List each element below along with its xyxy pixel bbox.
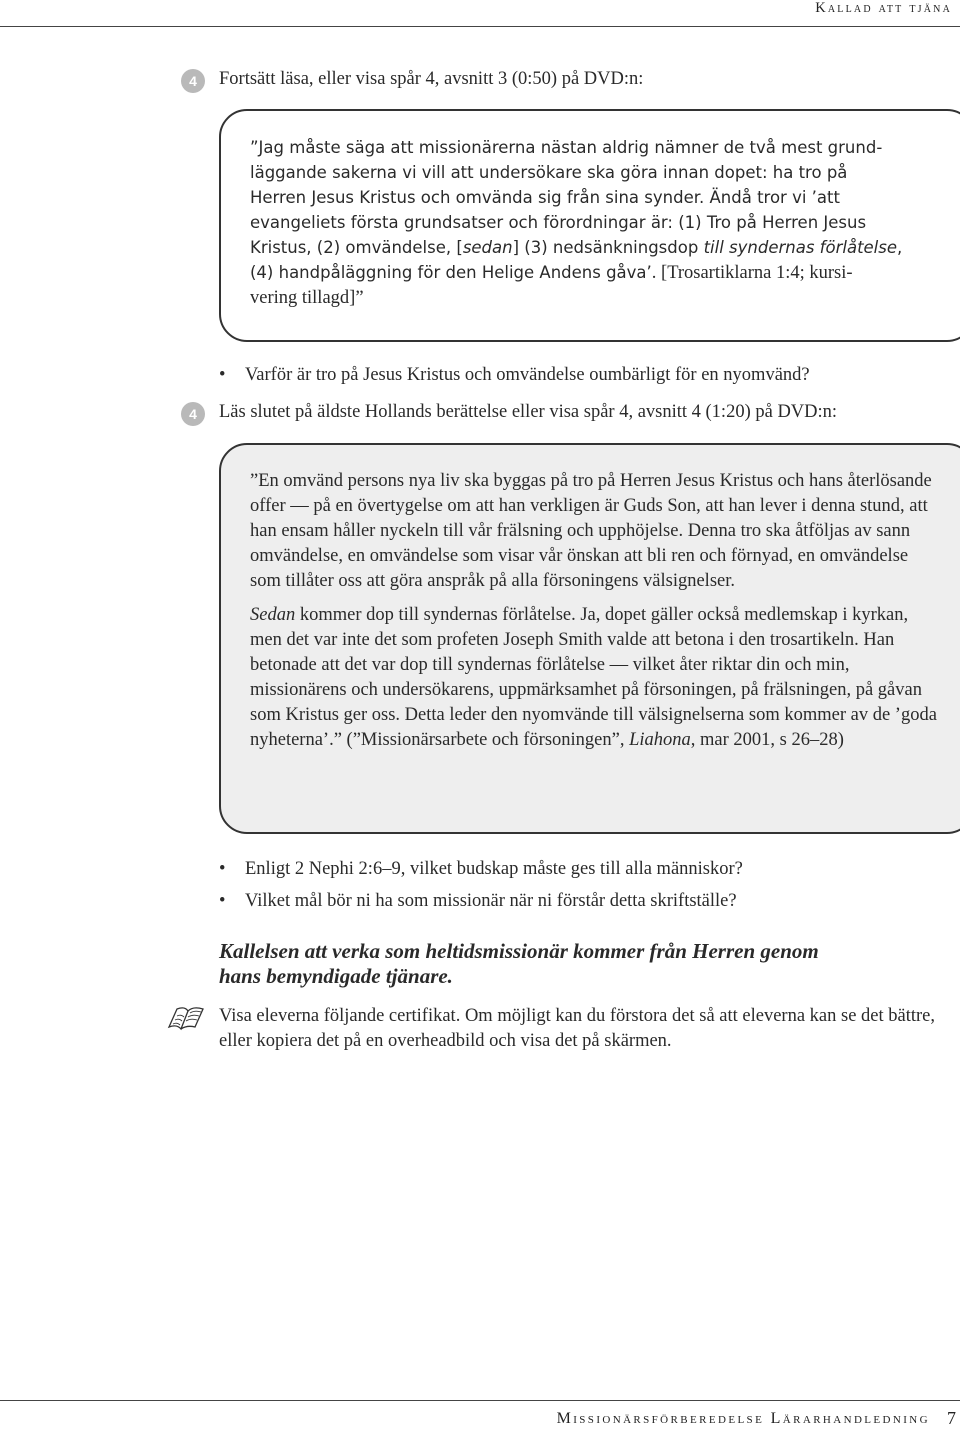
quote-2-span: kommer dop till syndernas förlåtelse. Ja, dopet gäller också medlemskap i kyrkan, men det var inte det som profeten Joseph Smith valde att betona i den trosartikeln. Han betonade att det var dop till syndernas förlåtelse — vilket åter riktar din och min, missionärens och undersökarens, uppmärksamhet på försoningen, på frälsningen, på gåvan som Kristus ger oss. Detta leder den nyomvände till välsignelserna som kommer av de ’goda nyheterna’.” (”Missionärsarbete och försoningen”, (250, 605, 937, 750)
quote-2-span: , mar 2001, s 26–28) (690, 730, 844, 750)
quote-2-paragraph: ”En omvänd persons nya liv ska byggas på tro på Herren Jesus Kristus och hans återlösande offer — på en övertygelse om att han verkligen är Guds Son, att han lever i denna stund, att han ensam håller nyckeln till vår frälsning och upphöjelse. Denna tro ska åtföljas av sann omvändelse, en omvändelse som visar vår önskan att bli ren och förnyad, en omvändelse som tillåter oss att göra anspråk på alla försoningens välsignelser. (250, 471, 932, 591)
quote-1-span: , (897, 238, 903, 257)
quote-1-line (250, 185, 940, 210)
quote-1-emphasis: sedan (462, 238, 513, 257)
quote-box-2 (219, 443, 960, 834)
video-marker-icon: 4 (181, 402, 205, 426)
quote-2-emphasis: Liahona (629, 730, 691, 750)
bullet-dot: • (219, 859, 226, 879)
quote-1-line (250, 235, 940, 260)
section-heading (219, 939, 939, 989)
quote-1-line: vering tillagd]” (250, 288, 364, 308)
running-header: Kallad att tjäna (815, 0, 952, 16)
bullet-dot: • (219, 891, 226, 911)
quote-2-paragraph (250, 603, 940, 753)
bullet-text: Varför är tro på Jesus Kristus och omvändelse oumbärligt för en nyomvänd? (245, 365, 810, 385)
bullet-dot: • (219, 365, 226, 385)
quote-1-emphasis: till syndernas förlåtelse (703, 238, 898, 257)
quote-2-emphasis: Sedan (250, 605, 296, 625)
quote-1-span: Herren Jesus Kristus och omvända sig från sina synder. (250, 188, 705, 207)
teacher-instruction: Visa eleverna följande certifikat. Om möjligt kan du förstora det så att eleverna kan se det bättre, eller kopiera det på en overheadbild och visa det på skärmen. (219, 1006, 935, 1051)
quote-1-span: ] (3) nedsänkningsdop (512, 238, 704, 257)
video-marker-icon: 4 (181, 69, 205, 93)
bullet-text: Enligt 2 Nephi 2:6–9, vilket budskap måste ges till alla människor? (245, 859, 743, 879)
section-heading-line: hans bemyndigade tjänare. (219, 964, 453, 988)
quote-1-text (250, 135, 940, 311)
header-rule (0, 26, 960, 27)
page-number: 7 (947, 1408, 956, 1428)
quote-1-line: ”Jag måste säga att missionärerna nästan aldrig nämner de två mest grund- (250, 138, 883, 157)
section-heading-line: Kallelsen att verka som heltidsmissionär kommer från Herren genom (219, 939, 819, 963)
running-footer: Missionärsförberedelse Lärarhandledning (556, 1410, 930, 1427)
quote-1-span: (4) handpåläggning för den Helige Andens gåva’ (250, 263, 652, 282)
quote-1-span: Ändå tror vi ’att (704, 188, 840, 207)
quote-1-line: evangeliets första grundsatser och förordningar är: (1) Tro på Herren Jesus (250, 213, 867, 232)
bullet-text: Vilket mål bör ni ha som missionär när ni förstår detta skriftställe? (245, 891, 737, 911)
footer-rule (0, 1400, 960, 1401)
quote-box-1 (219, 109, 960, 342)
quote-1-span: Kristus, (2) omvändelse, [ (250, 238, 463, 257)
section1-intro: Fortsätt läsa, eller visa spår 4, avsnitt 3 (0:50) på DVD:n: (219, 69, 644, 89)
open-book-icon (167, 1003, 207, 1031)
quote-1-line: läggande sakerna vi vill att undersökare ska göra innan dopet: ha tro på (250, 163, 848, 182)
quote-2-text (250, 469, 940, 753)
section2-intro: Läs slutet på äldste Hollands berättelse eller visa spår 4, avsnitt 4 (1:20) på DVD:n: (219, 402, 838, 422)
quote-1-line (250, 260, 940, 286)
quote-1-span: . [Trosartiklarna 1:4; kursi- (651, 263, 853, 283)
